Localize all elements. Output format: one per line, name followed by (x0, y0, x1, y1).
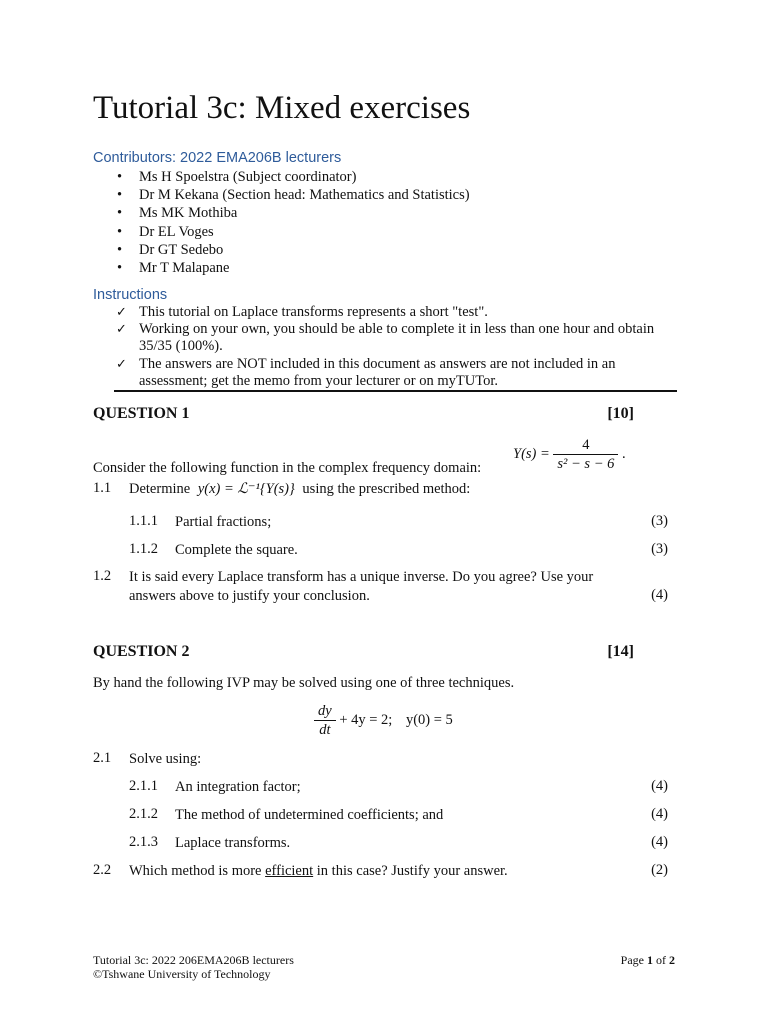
q-number: 1.1.2 (129, 541, 158, 557)
q-text: The method of undetermined coefficients; and (175, 807, 444, 823)
q-marks: (2) (651, 862, 668, 878)
underlined-word: efficient (265, 863, 314, 879)
derivative-fraction (314, 702, 336, 739)
q-marks: (4) (651, 834, 668, 850)
q-number: 2.1.3 (129, 834, 158, 850)
q-marks: (4) (651, 778, 668, 794)
page-of: of (656, 953, 666, 967)
q-text: Determine (129, 481, 191, 497)
q-number: 2.1 (93, 750, 112, 766)
instructions-heading: Instructions (93, 287, 168, 303)
question-1-heading: QUESTION 1 (93, 405, 190, 422)
q-number: 1.2 (93, 568, 112, 584)
function-denominator: s² − s − 6 (553, 454, 618, 473)
divider (114, 390, 677, 392)
q-text: An integration factor; (175, 779, 301, 795)
q-number: 2.1.2 (129, 806, 158, 822)
function-fraction (553, 436, 618, 473)
contributors-list (93, 168, 470, 277)
question-2-2-text (129, 862, 508, 880)
q-number: 2.1.1 (129, 778, 158, 794)
page-title: Tutorial 3c: Mixed exercises (93, 90, 471, 126)
question-1-total: [10] (607, 405, 634, 422)
list-item: ✓ The answers are NOT included in this document as answers are not included in an assessment; get the memo from your lecturer or on myTUTor. (93, 356, 663, 390)
list-item: • Dr EL Voges (93, 223, 470, 241)
contributors-heading: Contributors: 2022 EMA206B lecturers (93, 150, 342, 166)
list-item: • Ms MK Mothiba (93, 204, 470, 222)
list-item: • Dr GT Sedebo (93, 241, 470, 259)
q-number: 1.1 (93, 480, 112, 496)
question-1-1-text (129, 480, 470, 498)
q-text: Partial fractions; (175, 514, 272, 530)
footer-line-2: ©Tshwane University of Technology (93, 967, 271, 981)
q-marks: (3) (651, 513, 668, 529)
inverse-laplace-expr: y(x) = ℒ⁻¹{Y(s)} (197, 481, 295, 497)
q-text: Laplace transforms. (175, 835, 291, 851)
q-number: 2.2 (93, 862, 112, 878)
q-text: using the prescribed method: (302, 481, 471, 497)
page-number (621, 953, 675, 967)
q-marks: (4) (651, 587, 668, 603)
question-2-heading: QUESTION 2 (93, 643, 190, 660)
function-numerator: 4 (582, 437, 590, 453)
q-text: It is said every Laplace transform has a unique inverse. Do you agree? Use your (129, 569, 594, 585)
instructions-list (93, 304, 663, 390)
q-text: in this case? Justify your answer. (316, 863, 508, 879)
q-marks: (3) (651, 541, 668, 557)
q-text: Which method is more (129, 863, 262, 879)
list-item: ✓ Working on your own, you should be able to complete it in less than one hour and obtain 35/35 (100%). (93, 321, 663, 355)
q-text: answers above to justify your conclusion. (129, 588, 370, 604)
list-item: • Mr T Malapane (93, 259, 470, 277)
page-current: 1 (647, 953, 653, 967)
list-item: • Ms H Spoelstra (Subject coordinator) (93, 168, 470, 186)
q-marks: (4) (651, 806, 668, 822)
q-text: Complete the square. (175, 542, 298, 558)
laplace-function: Y(s) = $\frac{4}{\text{s² − s − 6}}$ . (513, 437, 626, 472)
question-1-intro: Consider the following function in the complex frequency domain: (93, 460, 482, 476)
q-number: 1.1.1 (129, 513, 158, 529)
footer-line-1: Tutorial 3c: 2022 206EMA206B lecturers (93, 953, 294, 967)
equation-rest: + 4y = 2; (339, 711, 393, 728)
page-label: Page (620, 953, 644, 967)
ivp-equation (314, 702, 453, 739)
page-total: 2 (669, 953, 675, 967)
function-lhs: Y(s) = (513, 445, 550, 462)
question-2-intro: By hand the following IVP may be solved using one of three techniques. (93, 675, 515, 691)
q-text: Solve using: (129, 751, 202, 767)
list-item: • Dr M Kekana (Section head: Mathematics and Statistics) (93, 186, 470, 204)
derivative-numerator: dy (318, 703, 332, 719)
derivative-denominator: dt (314, 720, 336, 739)
list-item: ✓ This tutorial on Laplace transforms represents a short "test". (93, 304, 663, 321)
question-2-total: [14] (607, 643, 634, 660)
initial-condition: y(0) = 5 (405, 711, 453, 728)
